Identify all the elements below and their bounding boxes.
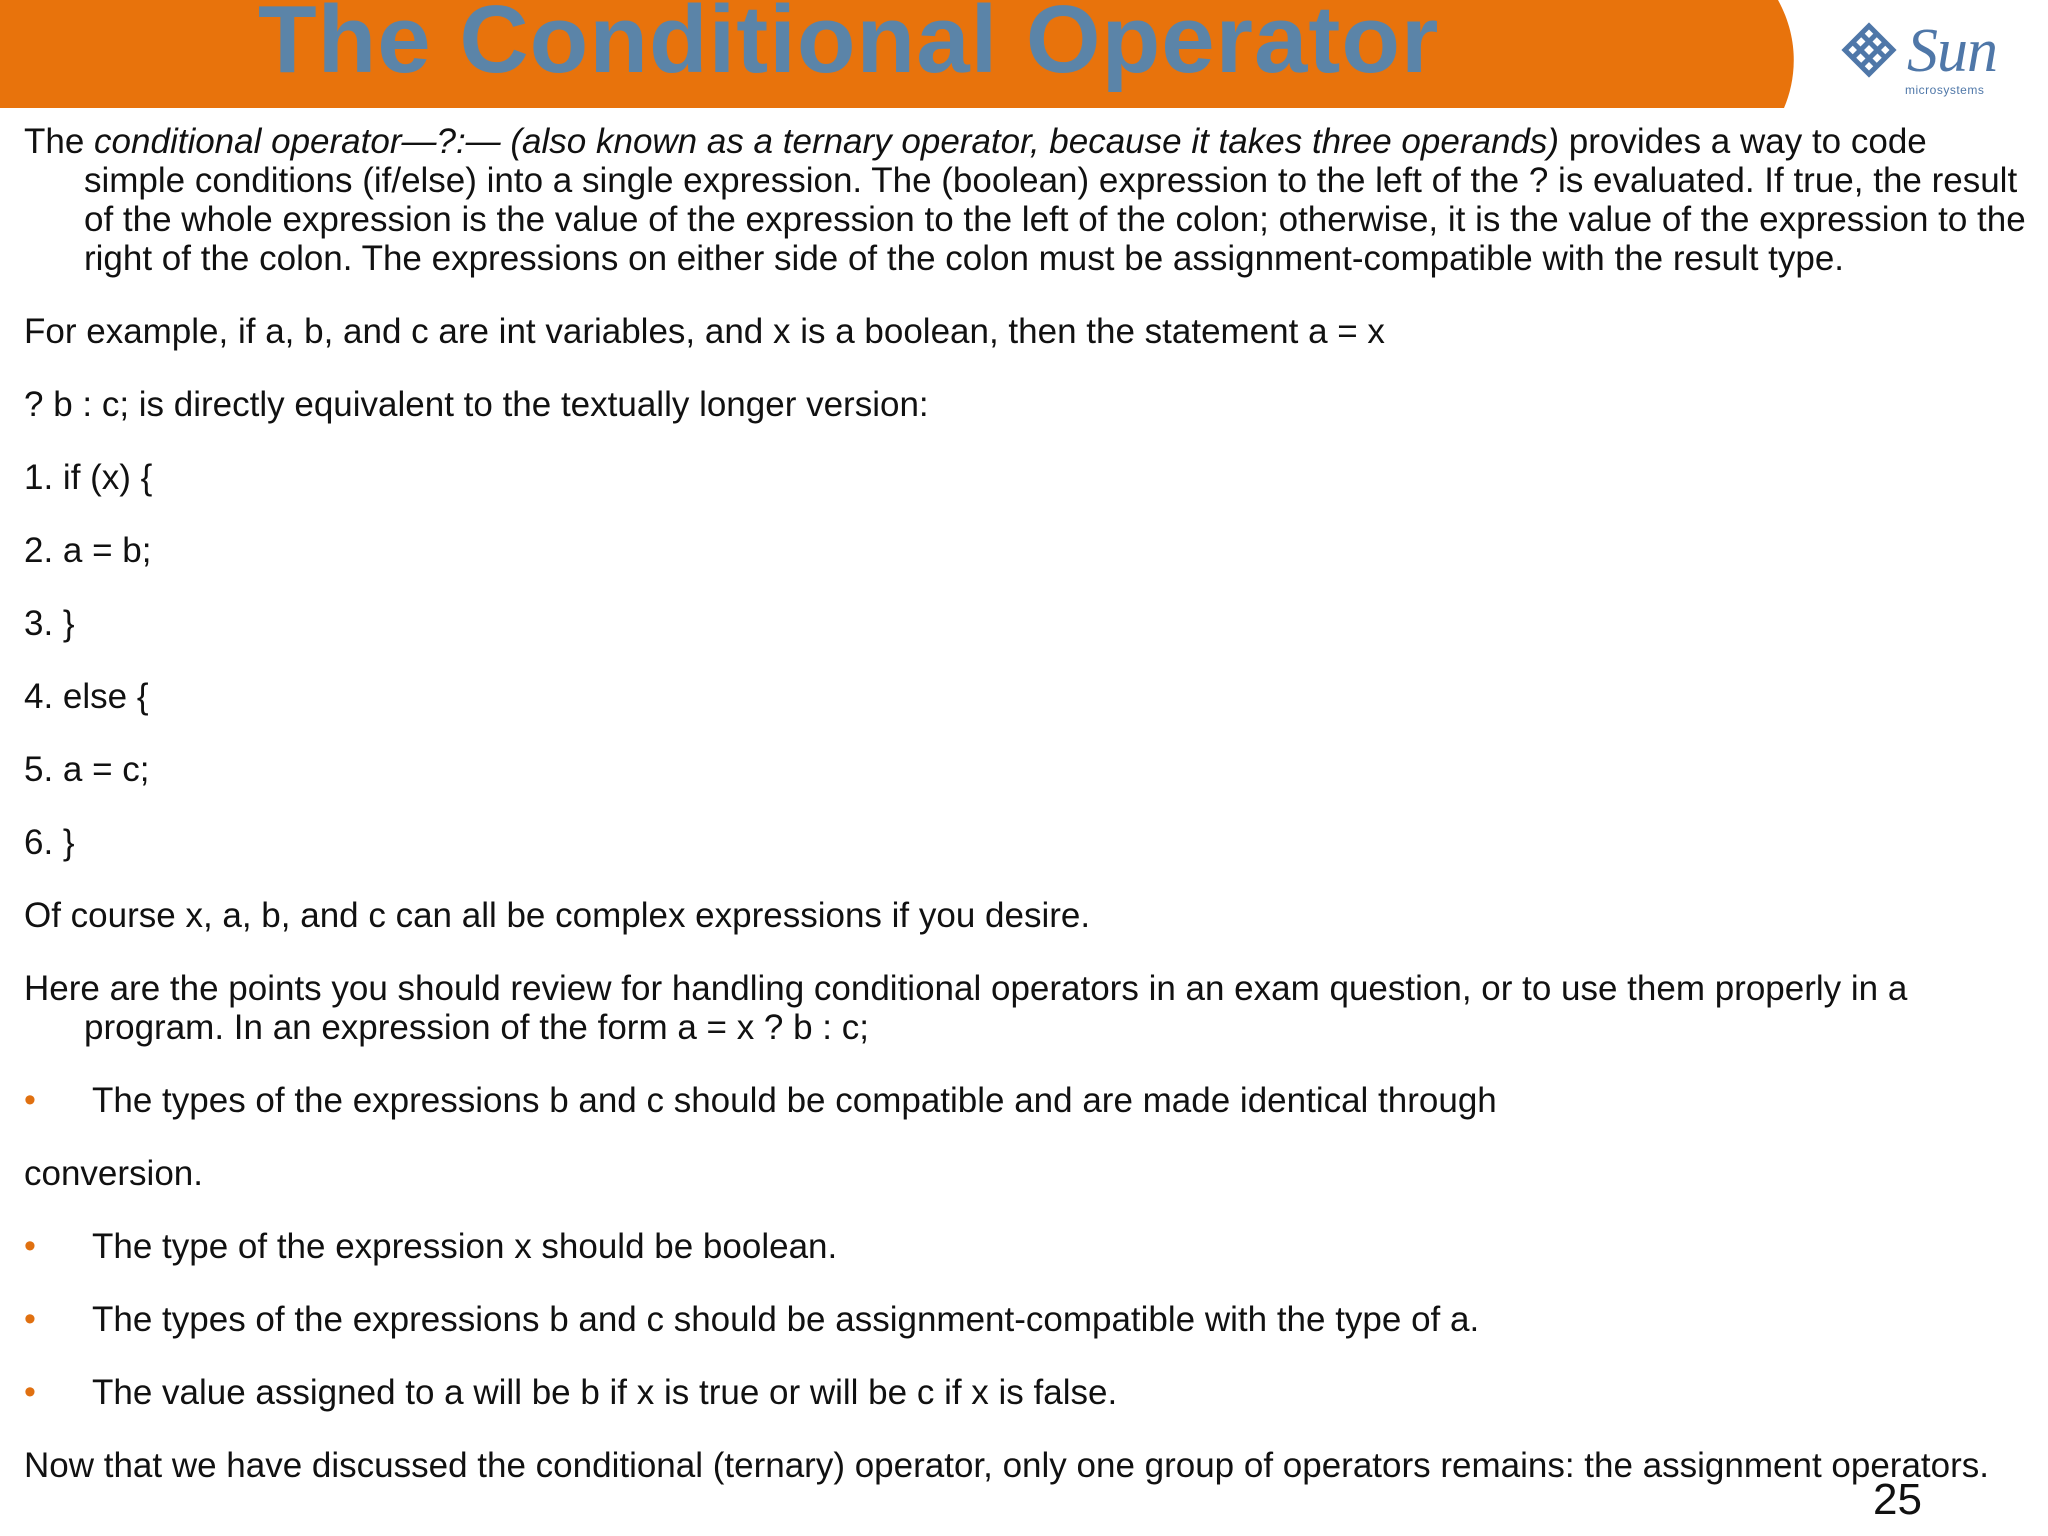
example-continuation: ? b : c; is directly equivalent to the textually longer version: xyxy=(24,385,929,424)
sun-logo xyxy=(1835,17,2015,100)
intro-term: conditional operator—?:— (also known as a ternary operator, because it takes three operands) xyxy=(94,122,1560,161)
header-bar xyxy=(0,0,2048,108)
intro-lead: The xyxy=(24,122,95,161)
page-number: 25 xyxy=(1873,1475,1922,1524)
slide-body xyxy=(24,122,2034,1485)
bullet-item-3 xyxy=(24,1300,2034,1339)
closing-paragraph: Now that we have discussed the conditional (ternary) operator, only one group of operators remains: the assignment operators. xyxy=(24,1446,1989,1485)
complex-expressions-paragraph: Of course x, a, b, and c can all be complex expressions if you desire. xyxy=(24,896,1091,935)
bullet-text: The types of the expressions b and c should be compatible and are made identical through xyxy=(92,1081,1497,1120)
bullet-text: The type of the expression x should be boolean. xyxy=(92,1227,838,1266)
bullet-icon: • xyxy=(24,1300,36,1338)
code-line-4: 4. else { xyxy=(24,677,149,716)
logo-wordmark: Sun xyxy=(1907,17,1997,85)
intro-paragraph xyxy=(24,122,2034,278)
bullet-item-1-continuation: conversion. xyxy=(24,1154,203,1193)
bullet-icon: • xyxy=(24,1373,36,1411)
code-line-5: 5. a = c; xyxy=(24,750,150,789)
bullet-item-4 xyxy=(24,1373,2034,1412)
intro-rest: provides a way to code simple conditions (if/else) into a single expression. The (boolean) expression to the left of the ? is evaluated. If true, the result of the whole expression is the value of the expression to the left of the colon; otherwise, it is the value of the expression to the right of the colon. The expressions on either side of the colon must be assignment-compatible with the result type. xyxy=(84,122,2026,278)
code-line-1: 1. if (x) { xyxy=(24,458,153,497)
code-line-6: 6. } xyxy=(24,823,75,862)
slide-title: The Conditional Operator xyxy=(258,0,1440,93)
sun-diamond-icon xyxy=(1835,20,1903,80)
bullet-item-1 xyxy=(24,1081,2034,1120)
code-line-3: 3. } xyxy=(24,604,75,643)
bullet-icon: • xyxy=(24,1227,36,1265)
logo-subtitle: microsystems xyxy=(1905,83,1985,97)
bullet-text: The types of the expressions b and c should be assignment-compatible with the type of a. xyxy=(92,1300,1480,1339)
code-line-2: 2. a = b; xyxy=(24,531,152,570)
bullet-text: The value assigned to a will be b if x is true or will be c if x is false. xyxy=(92,1373,1118,1412)
review-points-paragraph: Here are the points you should review for handling conditional operators in an exam question, or to use them properly in a program. In an expression of the form a = x ? b : c; xyxy=(24,969,1908,1047)
bullet-item-2 xyxy=(24,1227,2034,1266)
bullet-icon: • xyxy=(24,1081,36,1119)
example-paragraph: For example, if a, b, and c are int variables, and x is a boolean, then the statement a = x xyxy=(24,312,1385,351)
